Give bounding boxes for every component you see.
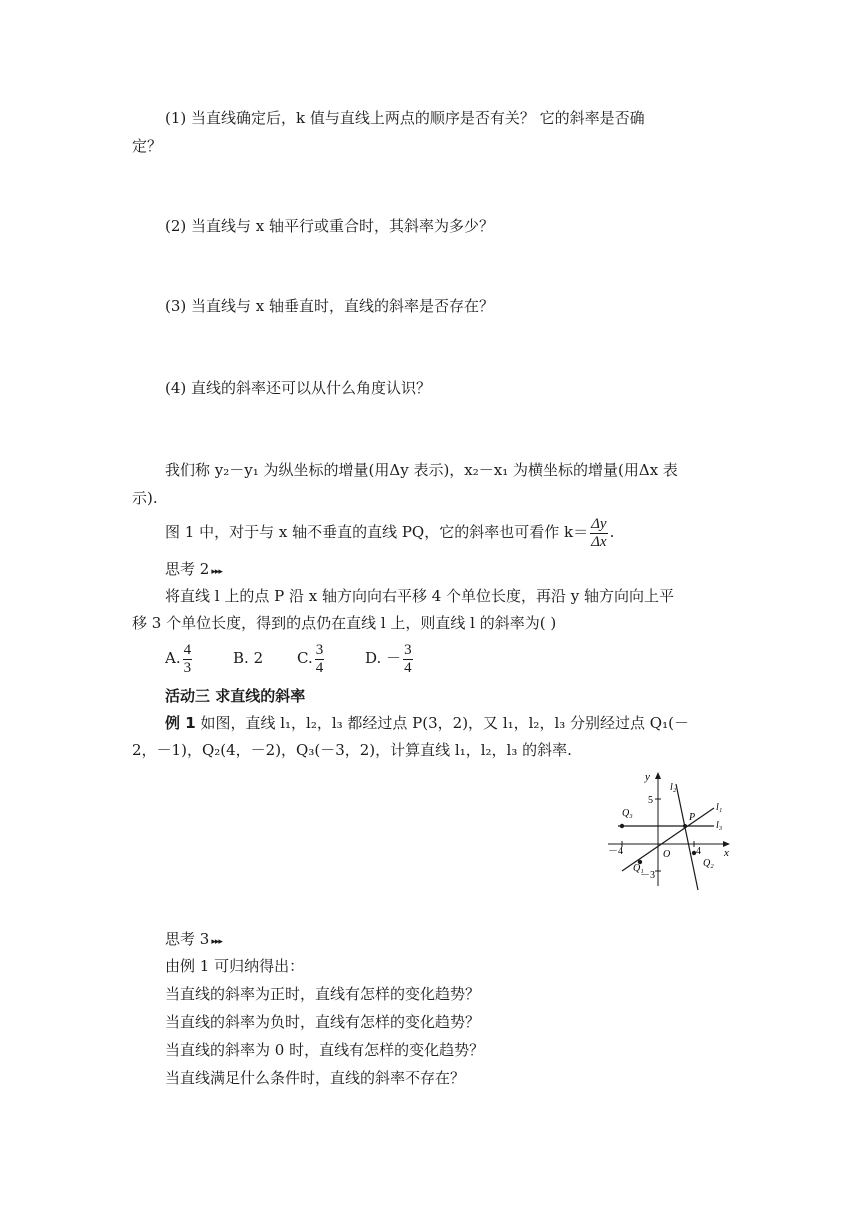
option-a-letter: A. (165, 649, 181, 667)
label-l2: l₂ (670, 782, 677, 793)
option-d-sign: － (386, 649, 402, 667)
slope-fraction (590, 516, 607, 551)
think-3-line-3: 当直线的斜率为负时，直线有怎样的变化趋势？ (165, 1013, 481, 1031)
example-1-line-1 (165, 713, 689, 733)
label-y-axis: y (645, 771, 650, 783)
label-q2: Q₂ (703, 858, 714, 869)
point-p (683, 824, 687, 828)
option-b-letter: B. (233, 649, 249, 667)
option-a-fraction (183, 642, 193, 677)
question-4: (4) 直线的斜率还可以从什么角度认识？ (165, 379, 432, 397)
option-d-fraction (403, 642, 413, 677)
think-2-marker-icon: ▸▸▸ (211, 567, 222, 577)
option-d-num: 3 (404, 641, 412, 658)
option-c-letter: C. (297, 649, 313, 667)
label-x-axis: x (724, 847, 729, 859)
label-q3: Q₃ (622, 808, 633, 819)
question-3: (3) 当直线与 x 轴垂直时，直线的斜率是否存在？ (165, 297, 495, 315)
figure-note (165, 514, 614, 551)
think-3-line-2: 当直线的斜率为正时，直线有怎样的变化趋势？ (165, 985, 481, 1003)
option-d-letter: D. (365, 649, 382, 667)
option-c-fraction (315, 642, 325, 677)
option-c[interactable] (297, 640, 326, 677)
option-c-den: 4 (315, 659, 324, 676)
option-a[interactable] (165, 640, 194, 677)
label-l3: l₃ (716, 820, 723, 831)
label-tick-neg3: －3 (640, 870, 655, 881)
think-2-title: 思考 2 (165, 560, 210, 578)
think-3-line-4: 当直线的斜率为 0 时，直线有怎样的变化趋势？ (165, 1041, 485, 1059)
label-l1: l₁ (716, 802, 723, 813)
example-1-line-2: 2，－1)，Q₂(4，－2)，Q₃(－3，2)，计算直线 l₁，l₂，l₃ 的斜率. (132, 741, 572, 759)
slope-numerator: Δy (591, 515, 607, 532)
think-2-heading (165, 559, 222, 582)
label-tick-neg4: －4 (608, 846, 623, 857)
increment-line-1: 我们称 y₂－y₁ 为纵坐标的增量(用Δy 表示)，x₂－x₁ 为横坐标的增量(用Δx 表 (165, 461, 678, 479)
option-b[interactable] (233, 640, 263, 676)
activity-3-title: 活动三 求直线的斜率 (165, 687, 306, 705)
label-tick-4: 4 (696, 846, 701, 857)
think-3-line-5: 当直线满足什么条件时，直线的斜率不存在？ (165, 1069, 466, 1087)
increment-line-2: 示). (132, 489, 158, 507)
think-2-options (165, 640, 465, 680)
label-p: P (689, 812, 696, 823)
figure-note-text: 图 1 中，对于与 x 轴不垂直的直线 PQ，它的斜率也可看作 k＝ (165, 523, 589, 541)
think-3-heading (165, 929, 222, 952)
label-tick-5: 5 (648, 795, 653, 806)
option-d-den: 4 (404, 659, 412, 676)
y-axis-arrow-icon (655, 772, 661, 779)
point-q3 (620, 824, 624, 828)
slope-denominator: Δx (591, 533, 607, 550)
example-1-label: 例 1 (165, 714, 196, 732)
think-3-line-1: 由例 1 可归纳得出： (165, 957, 305, 975)
option-c-num: 3 (315, 641, 324, 658)
think-3-marker-icon: ▸▸▸ (211, 937, 222, 947)
example-1-figure (600, 768, 740, 894)
question-2: (2) 当直线与 x 轴平行或重合时，其斜率为多少？ (165, 217, 495, 235)
line-l2 (676, 784, 698, 890)
option-b-value: 2 (253, 649, 264, 667)
label-origin: O (663, 849, 671, 860)
think-2-line-1: 将直线 l 上的点 P 沿 x 轴方向向右平移 4 个单位长度，再沿 y 轴方向向上平 (165, 587, 675, 605)
example-1-text: 如图，直线 l₁，l₂，l₃ 都经过点 P(3，2)，又 l₁，l₂，l₃ 分别经过点 Q₁(－ (195, 714, 689, 732)
option-a-den: 3 (183, 659, 192, 676)
think-2-line-2: 移 3 个单位长度，得到的点仍在直线 l 上，则直线 l 的斜率为( ) (132, 614, 557, 632)
option-a-num: 4 (183, 641, 192, 658)
slope-end: . (609, 523, 615, 541)
option-d[interactable] (365, 640, 415, 677)
question-1-line-1: (1) 当直线确定后，k 值与直线上两点的顺序是否有关？ 它的斜率是否确 (165, 109, 645, 127)
label-q1: Q₁ (633, 863, 644, 874)
line-l1 (622, 808, 714, 871)
question-1-line-2: 定？ (132, 137, 163, 155)
think-3-title: 思考 3 (165, 930, 210, 948)
